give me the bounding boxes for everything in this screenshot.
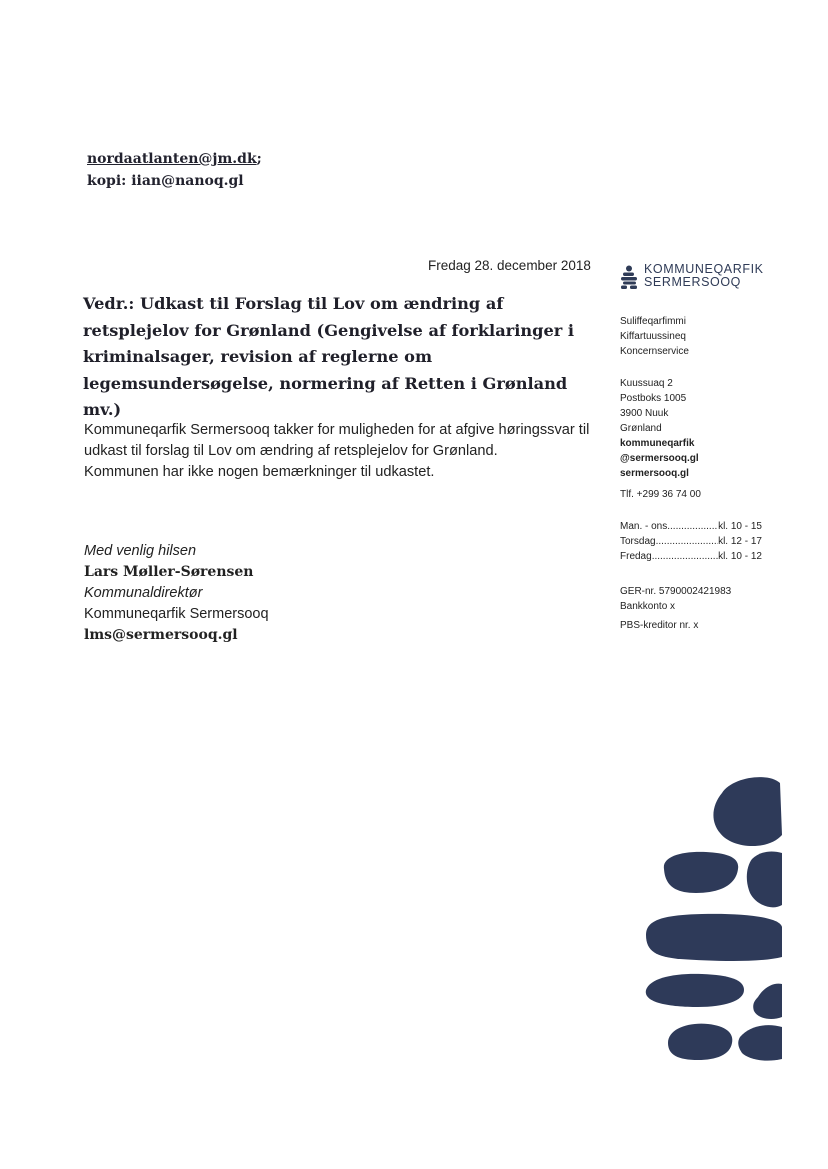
address-line: Grønland	[620, 423, 662, 434]
logo-line2: SERMERSOOQ	[644, 275, 741, 289]
signature-organization: Kommuneqarfik Sermersooq	[84, 606, 269, 622]
sidebar-registration	[620, 584, 731, 633]
opening-hours	[620, 519, 762, 564]
cc-line: kopi: iian@nanoq.gl	[87, 173, 244, 189]
signature-title: Kommunaldirektør	[84, 585, 203, 601]
stone-shape	[668, 1024, 732, 1060]
inukshuk-logo-icon	[620, 265, 638, 289]
ger-number: GER-nr. 5790002421983	[620, 586, 732, 597]
letter-date: Fredag 28. december 2018	[428, 258, 591, 273]
recipients	[87, 148, 262, 192]
sidebar-department	[620, 314, 689, 359]
logo-line1: KOMMUNEQARFIK	[644, 262, 764, 276]
hours-value: kl. 10 - 12	[718, 551, 762, 562]
letter-subject: Vedr.: Udkast til Forslag til Lov om ændring af retsplejelov for Grønland (Gengivelse af forklaringer i kriminalsager, revision af reglerne om legemsundersøgelse, normering af Retten i Grønland mv.)	[83, 294, 575, 419]
address-line: Kuussuaq 2	[620, 378, 673, 389]
signature-block	[84, 541, 269, 646]
signature-name: Lars Møller-Sørensen	[84, 564, 254, 580]
stone-shape	[747, 851, 782, 907]
hours-label: Fredag	[620, 551, 652, 562]
pbs-creditor: PBS-kreditor nr. x	[620, 620, 699, 631]
hours-label: Man. - ons.	[620, 521, 671, 532]
sidebar-address	[620, 376, 699, 481]
stone-shape	[753, 984, 782, 1019]
address-line: 3900 Nuuk	[620, 408, 669, 419]
recipient-email[interactable]: nordaatlanten@jm.dk	[87, 151, 257, 167]
stone-shape	[646, 914, 782, 961]
body-paragraph: Kommunen har ikke nogen bemærkninger til udkastet.	[84, 464, 435, 480]
website-link[interactable]: sermersooq.gl	[620, 468, 689, 479]
contact-email-line1[interactable]: kommuneqarfik	[620, 438, 695, 449]
stone-shape	[664, 852, 738, 893]
bank-account: Bankkonto x	[620, 601, 676, 612]
letter-body	[84, 420, 594, 483]
hours-row	[620, 549, 762, 564]
department-line: Koncernservice	[620, 346, 689, 357]
address-line: Postboks 1005	[620, 393, 687, 404]
recipient-separator: ;	[256, 151, 262, 167]
signature-email[interactable]: lms@sermersooq.gl	[84, 627, 238, 643]
stone-shape	[713, 777, 782, 846]
department-line: Kiffartuussineq	[620, 331, 686, 342]
department-line: Suliffeqarfimmi	[620, 316, 686, 327]
hours-row	[620, 534, 762, 549]
stone-shape	[646, 974, 744, 1007]
signature-greeting: Med venlig hilsen	[84, 543, 197, 559]
municipality-logo	[620, 263, 764, 289]
body-paragraph: Kommuneqarfik Sermersooq takker for muligheden for at afgive høringssvar til udkast til forslag til Lov om ændring af retsplejelov for Grønland.	[84, 422, 590, 459]
contact-email-line2[interactable]: @sermersooq.gl	[620, 453, 699, 464]
hours-value: kl. 10 - 15	[718, 521, 762, 532]
hours-label: Torsdag	[620, 536, 656, 547]
stone-shape	[738, 1025, 782, 1060]
inukshuk-stones-graphic	[640, 775, 785, 1065]
hours-value: kl. 12 - 17	[718, 536, 762, 547]
hours-row	[620, 519, 762, 534]
sidebar-phone: Tlf. +299 36 74 00	[620, 489, 701, 500]
